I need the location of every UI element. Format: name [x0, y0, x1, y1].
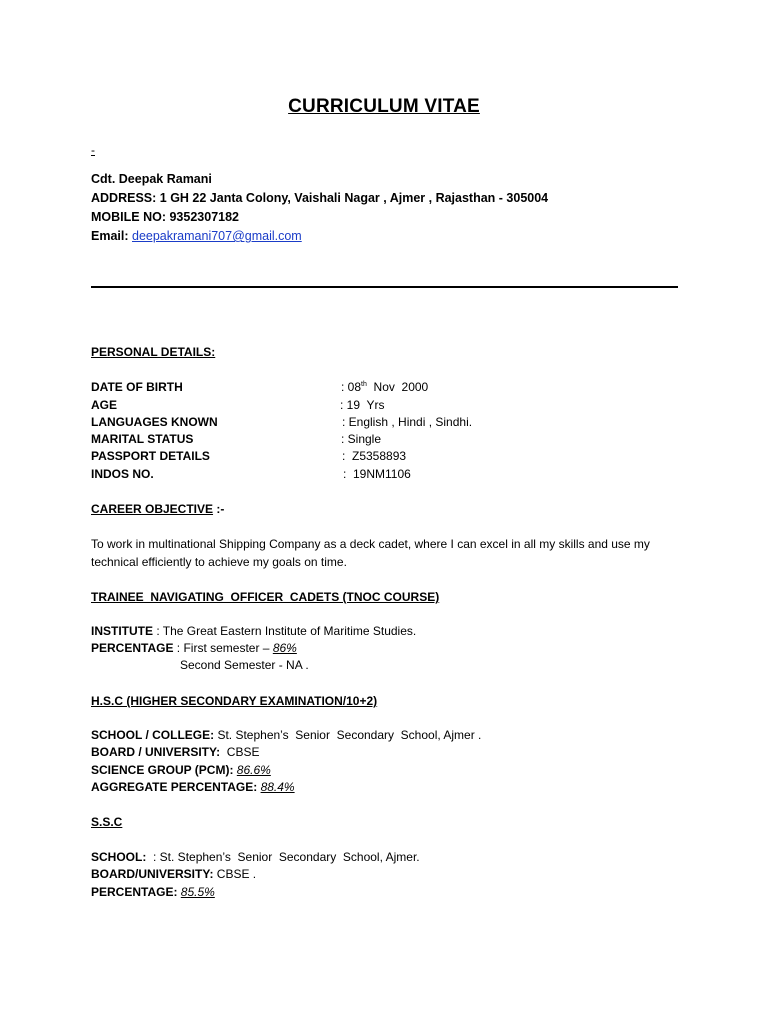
age-value: : 19 Yrs: [340, 398, 385, 412]
dob-day: : 08: [341, 380, 362, 394]
email-link[interactable]: deepakramani707@gmail.com: [132, 229, 302, 243]
ssc-board-line: [91, 867, 256, 881]
mobile-value: 9352307182: [169, 210, 240, 224]
stray-mark: -: [91, 143, 95, 157]
career-objective-heading-line: [91, 502, 224, 516]
dob-month-year: Nov 2000: [366, 380, 429, 394]
indos-label: INDOS NO.: [91, 467, 154, 481]
hsc-science-line: [91, 763, 271, 777]
institute-label: INSTITUTE: [91, 624, 153, 638]
hsc-science-label: SCIENCE GROUP (PCM):: [91, 763, 234, 777]
languages-label: LANGUAGES KNOWN: [91, 415, 218, 429]
ssc-board-value: CBSE .: [213, 867, 257, 881]
ssc-heading: S.S.C: [91, 815, 123, 829]
age-label: AGE: [91, 398, 118, 412]
dob-label: DATE OF BIRTH: [91, 380, 183, 394]
ssc-percentage-label: PERCENTAGE:: [91, 885, 178, 899]
tnoc-percentage-prefix: : First semester –: [173, 641, 273, 655]
mobile-line: [91, 210, 239, 224]
personal-details-heading: PERSONAL DETAILS:: [91, 345, 216, 359]
hsc-aggregate-value: 88.4%: [260, 780, 295, 794]
email-line: [91, 229, 302, 243]
indos-value: : 19NM1106: [343, 467, 411, 481]
dob-suffix: th: [361, 381, 367, 388]
tnoc-percentage-value: 86%: [272, 641, 297, 655]
institute-line: [91, 624, 416, 638]
hsc-heading: H.S.C (HIGHER SECONDARY EXAMINATION/10+2): [91, 694, 378, 708]
languages-value: : English , Hindi , Sindhi.: [342, 415, 473, 429]
dob-value: [341, 380, 428, 394]
ssc-board-label: BOARD/UNIVERSITY:: [91, 867, 214, 881]
hsc-science-value: 86.6%: [236, 763, 271, 777]
tnoc-percentage-label: PERCENTAGE: [91, 641, 174, 655]
tnoc-heading: TRAINEE NAVIGATING OFFICER CADETS (TNOC COURSE): [91, 590, 440, 604]
horizontal-rule: [91, 286, 678, 288]
hsc-board-line: [91, 745, 259, 759]
institute-value: : The Great Eastern Institute of Maritime Studies.: [153, 624, 417, 638]
marital-value: : Single: [341, 432, 382, 446]
hsc-board-value: CBSE: [220, 745, 260, 759]
address-value: 1 GH 22 Janta Colony, Vaishali Nagar , Ajmer , Rajasthan - 305004: [159, 191, 549, 205]
career-objective-suffix: :-: [213, 502, 225, 516]
email-label: Email:: [91, 229, 129, 243]
hsc-school-line: [91, 728, 481, 742]
ssc-percentage-value: 85.5%: [180, 885, 215, 899]
ssc-school-value: : St. Stephen’s Senior Secondary School, Ajmer.: [146, 850, 420, 864]
hsc-school-label: SCHOOL / COLLEGE:: [91, 728, 215, 742]
candidate-name: Cdt. Deepak Ramani: [91, 172, 212, 186]
ssc-school-line: [91, 850, 420, 864]
ssc-school-label: SCHOOL:: [91, 850, 147, 864]
hsc-aggregate-line: [91, 780, 295, 794]
mobile-label: MOBILE NO:: [91, 210, 166, 224]
passport-label: PASSPORT DETAILS: [91, 449, 210, 463]
passport-value: : Z5358893: [342, 449, 407, 463]
address-label: ADDRESS:: [91, 191, 157, 205]
hsc-board-label: BOARD / UNIVERSITY:: [91, 745, 221, 759]
document-title: CURRICULUM VITAE: [288, 96, 480, 117]
ssc-percentage-line: [91, 885, 215, 899]
career-objective-heading: CAREER OBJECTIVE: [91, 502, 214, 516]
career-objective-text: To work in multinational Shipping Company as a deck cadet, where I can excel in all my skills and use my technical efficiently to achieve my goals on time.: [91, 537, 650, 569]
address-line: [91, 191, 548, 205]
tnoc-percentage-line: [91, 641, 297, 655]
hsc-aggregate-label: AGGREGATE PERCENTAGE:: [91, 780, 258, 794]
marital-label: MARITAL STATUS: [91, 432, 194, 446]
second-semester-text: Second Semester - NA .: [180, 658, 309, 672]
hsc-school-value: St. Stephen’s Senior Secondary School, Ajmer .: [214, 728, 482, 742]
